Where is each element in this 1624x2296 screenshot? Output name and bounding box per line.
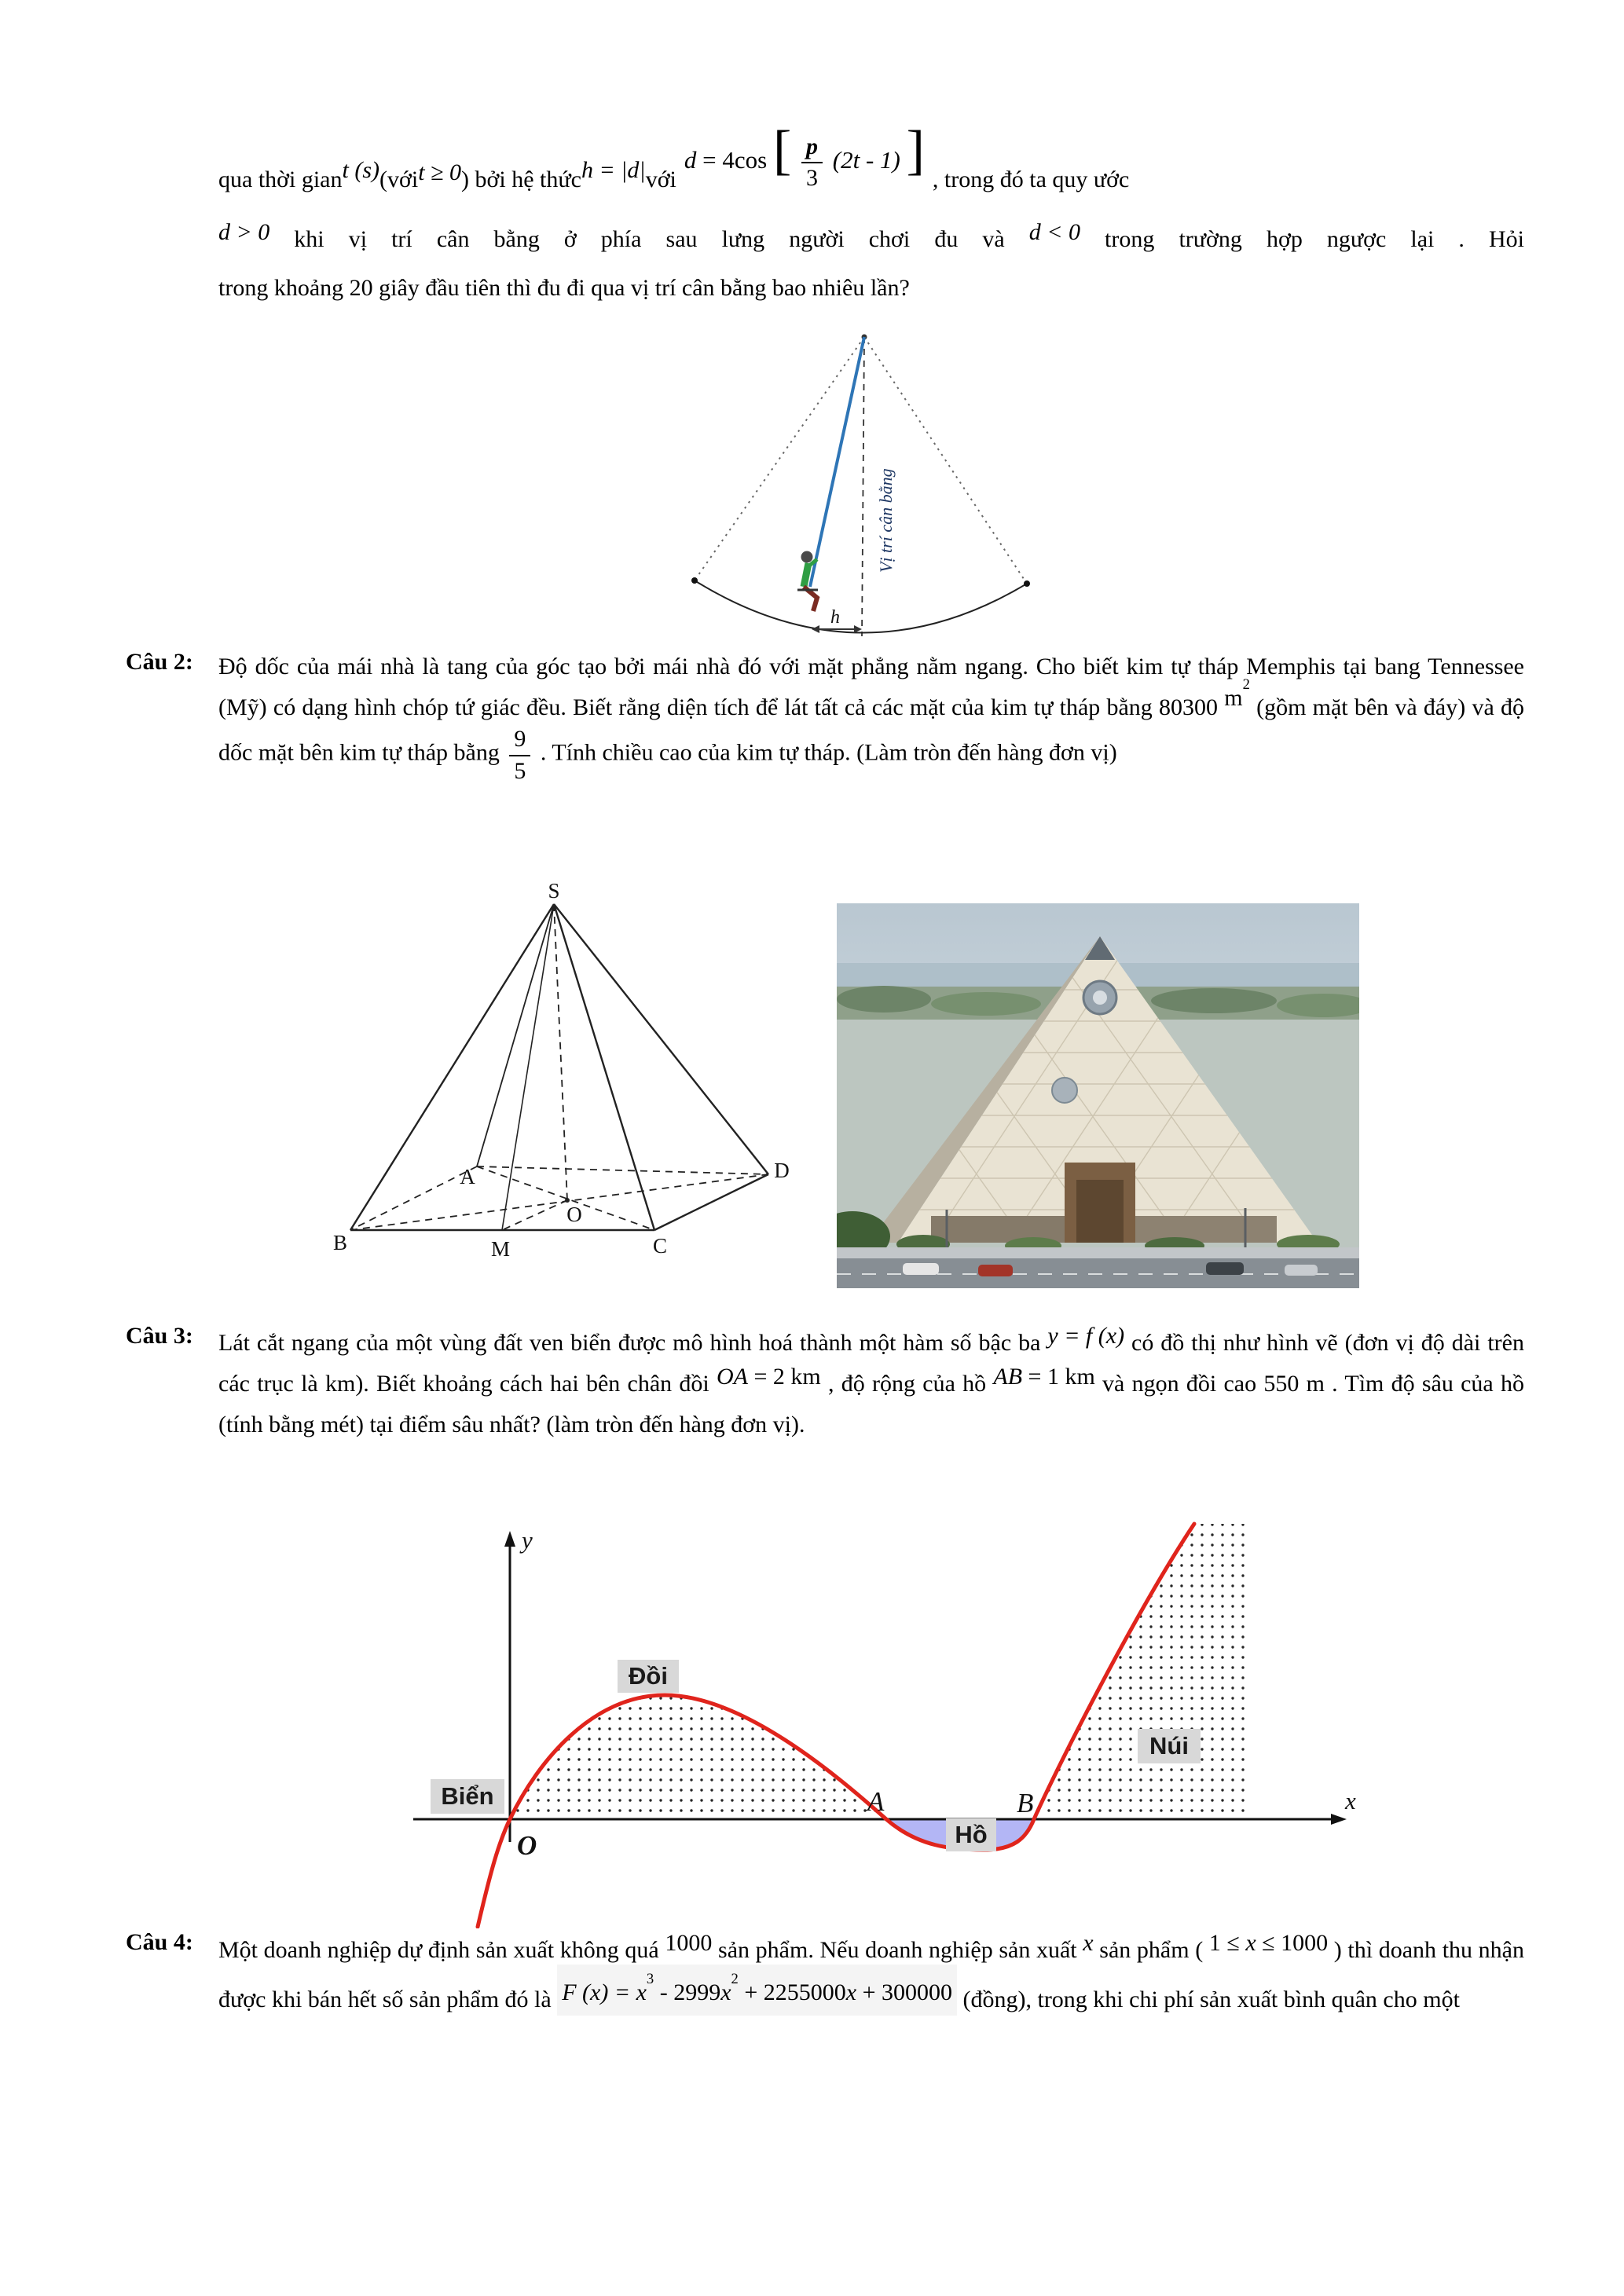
fx-part-3: + 2255000 bbox=[738, 1979, 846, 2005]
label-O: O bbox=[566, 1203, 582, 1226]
q1-math-t-of-s: t (s) bbox=[342, 157, 379, 183]
fx-part-1: F (x) = x bbox=[562, 1979, 647, 2005]
q1-text-6: khi vị trí cân bằng ở phía sau lưng người chơi đu và bbox=[269, 226, 1029, 252]
hill-dotted-area bbox=[510, 1695, 886, 1819]
terrain-cubic-graph bbox=[393, 1512, 1383, 1928]
unit-base: m bbox=[1224, 685, 1243, 711]
q4-text-1: Một doanh nghiệp dự định sản xuất không quá bbox=[218, 1937, 665, 1963]
q1-math-h-abs-d: h = |d| bbox=[581, 157, 646, 183]
q1-text-5: , trong đó ta quy ước bbox=[932, 167, 1130, 192]
q4-text-5: (đồng), trong khi chi phí sản xuất bình quân cho một bbox=[957, 1987, 1460, 2012]
q4-text-4: ) thì doanh thu nhận được khi bán hết số sản phẩm đó là bbox=[218, 1937, 1524, 2012]
swinging-person-figure bbox=[797, 551, 818, 612]
round-sign bbox=[1052, 1078, 1077, 1103]
arc-end-left bbox=[691, 577, 698, 584]
h-distance-arrow bbox=[812, 607, 862, 633]
label-A: A bbox=[460, 1165, 475, 1188]
q1-math-d-positive: d > 0 bbox=[218, 219, 270, 245]
fx-sup-3: 3 bbox=[646, 1970, 654, 1987]
q1-continuation-line-2 bbox=[218, 219, 1524, 253]
eq-mid: = 4cos bbox=[702, 145, 768, 174]
q4-math-1000: 1000 bbox=[665, 1930, 713, 1956]
q4-revenue-formula bbox=[557, 1965, 957, 2016]
fx-x-linear: x bbox=[845, 1979, 857, 2005]
q4-math-range bbox=[1209, 1922, 1328, 1965]
q3-text-3: , độ rộng của hồ bbox=[820, 1371, 994, 1397]
fx-x-squared: x bbox=[720, 1979, 731, 2005]
range-left: 1 ≤ bbox=[1208, 1930, 1246, 1956]
pi-over-3-fraction bbox=[801, 133, 823, 192]
AB-symbol: AB bbox=[993, 1364, 1023, 1390]
q1-text-2: (với bbox=[379, 167, 419, 192]
q2-text-1: Độ dốc của mái nhà là tang của góc tạo bởi mái nhà đó với mặt phẳng nằm ngang. Cho biết kim tự tháp Memphis tại bang Tennessee (Mỹ) có dạng hình chóp tứ giác đều. Biết rằng diện tích để lát tất cả các mặt của kim tự tháp bằng 80300 bbox=[218, 654, 1524, 720]
q3-math-AB bbox=[993, 1357, 1094, 1397]
point-B-label: B bbox=[1017, 1788, 1034, 1818]
q2-unit-m2 bbox=[1224, 675, 1250, 716]
q2-label: Câu 2: bbox=[126, 649, 193, 675]
label-D: D bbox=[774, 1159, 790, 1182]
fx-sup-2: 2 bbox=[731, 1970, 739, 1987]
lake-label: Hồ bbox=[955, 1821, 988, 1848]
edge-SA bbox=[477, 904, 554, 1166]
fraction-numerator: p bbox=[801, 133, 823, 164]
unit-exponent: 2 bbox=[1242, 676, 1250, 693]
sidewalk bbox=[837, 1247, 1359, 1258]
swing-arc bbox=[695, 580, 1027, 633]
fraction-denominator: 3 bbox=[806, 165, 819, 192]
origin-label: O bbox=[517, 1830, 537, 1861]
equilibrium-line bbox=[862, 337, 864, 636]
q1-equation-d bbox=[684, 119, 925, 192]
right-bracket: ] bbox=[906, 119, 925, 181]
hill-label: Đồi bbox=[629, 1662, 668, 1690]
y-axis-arrow bbox=[504, 1531, 515, 1547]
sea-label: Biển bbox=[441, 1782, 494, 1810]
q3-text-4: và ngọn đồi cao 550 m . Tìm độ sâu của hồ (tính bằng mét) tại điểm sâu nhất? (làm tròn đến hàng đơn vị). bbox=[218, 1371, 1524, 1437]
label-M: M bbox=[490, 1237, 511, 1261]
apothem-SM bbox=[502, 904, 554, 1230]
q3-label: Câu 3: bbox=[126, 1323, 193, 1349]
q1-continuation-line-3 bbox=[218, 275, 1524, 302]
range-x: x bbox=[1245, 1930, 1256, 1956]
label-S: S bbox=[548, 884, 560, 903]
OA-value: = 2 km bbox=[748, 1364, 821, 1390]
q2-frac-num: 9 bbox=[509, 725, 530, 756]
q4-math-x: x bbox=[1083, 1930, 1094, 1956]
q3-text-1: Lát cắt ngang của một vùng đất ven biển được mô hình hoá thành một hàm số bậc ba bbox=[218, 1330, 1048, 1356]
label-C: C bbox=[652, 1234, 668, 1258]
q1-text-8: trong khoảng 20 giây đầu tiên thì đu đi qua vị trí cân bằng bao nhiêu lần? bbox=[218, 275, 910, 301]
point-A-label: A bbox=[867, 1786, 885, 1817]
q4-paragraph bbox=[218, 1929, 1524, 2023]
h-label: h bbox=[830, 607, 840, 628]
q1-math-t-ge-0: t ≥ 0 bbox=[418, 159, 462, 185]
mountain-label: Núi bbox=[1149, 1732, 1189, 1760]
q2-paragraph bbox=[218, 649, 1524, 784]
q2-text-3: . Tính chiều cao của kim tự tháp. (Làm tròn đến hàng đơn vị) bbox=[534, 739, 1117, 766]
eq-lhs: d bbox=[684, 145, 697, 174]
mountain-dotted-area bbox=[1034, 1524, 1248, 1819]
x-axis-arrow bbox=[1331, 1814, 1347, 1825]
fx-part-4: + 300000 bbox=[856, 1979, 952, 2005]
q1-continuation-line-1 bbox=[218, 118, 1129, 193]
q4-text-2: sản phẩm. Nếu doanh nghiệp sản xuất bbox=[712, 1937, 1083, 1963]
OA-symbol: OA bbox=[717, 1364, 748, 1390]
range-right: ≤ 1000 bbox=[1256, 1930, 1329, 1956]
hidden-edges bbox=[350, 904, 768, 1230]
logo-center bbox=[1093, 991, 1107, 1005]
AB-value: = 1 km bbox=[1022, 1364, 1095, 1390]
q3-text-2: có đồ thị như hình vẽ (đơn vị độ dài trên các trục là km). Biết khoảng cách hai bên chân đồi bbox=[218, 1330, 1524, 1397]
q2-text-2: (gồm mặt bên và đáy) và độ dốc mặt bên kim tự tháp bằng bbox=[218, 694, 1524, 766]
q1-text-1: qua thời gian bbox=[218, 167, 343, 192]
pendulum-swing-figure bbox=[625, 326, 1065, 640]
pyramid-wireframe-figure bbox=[310, 884, 821, 1284]
x-axis-label: x bbox=[1345, 1787, 1356, 1814]
q2-slope-fraction bbox=[509, 725, 530, 784]
q1-text-4: với bbox=[645, 167, 676, 192]
equilibrium-position-label: Vị trí cân bằng bbox=[876, 468, 896, 573]
memphis-pyramid-photo bbox=[837, 903, 1359, 1288]
eq-tail: (2t - 1) bbox=[832, 145, 900, 174]
q1-text-3: ) bởi hệ thức bbox=[461, 167, 581, 192]
swing-rope bbox=[810, 337, 864, 587]
q3-paragraph bbox=[218, 1323, 1524, 1445]
visible-edges bbox=[350, 904, 768, 1230]
arc-end-right bbox=[1024, 580, 1030, 587]
left-bracket: [ bbox=[772, 119, 792, 181]
q1-text-7: trong trường hợp ngược lại . Hỏi bbox=[1080, 226, 1524, 252]
q3-math-OA bbox=[717, 1357, 821, 1397]
fx-part-2: - 2999 bbox=[654, 1979, 721, 2005]
q3-math-y-fx: y = f (x) bbox=[1047, 1323, 1125, 1349]
y-axis-label: y bbox=[522, 1526, 533, 1554]
label-B: B bbox=[332, 1231, 348, 1254]
q2-frac-den: 5 bbox=[514, 757, 526, 784]
q1-math-d-negative: d < 0 bbox=[1028, 219, 1080, 245]
q4-text-3: sản phẩm ( bbox=[1093, 1937, 1209, 1963]
q4-label: Câu 4: bbox=[126, 1929, 193, 1955]
